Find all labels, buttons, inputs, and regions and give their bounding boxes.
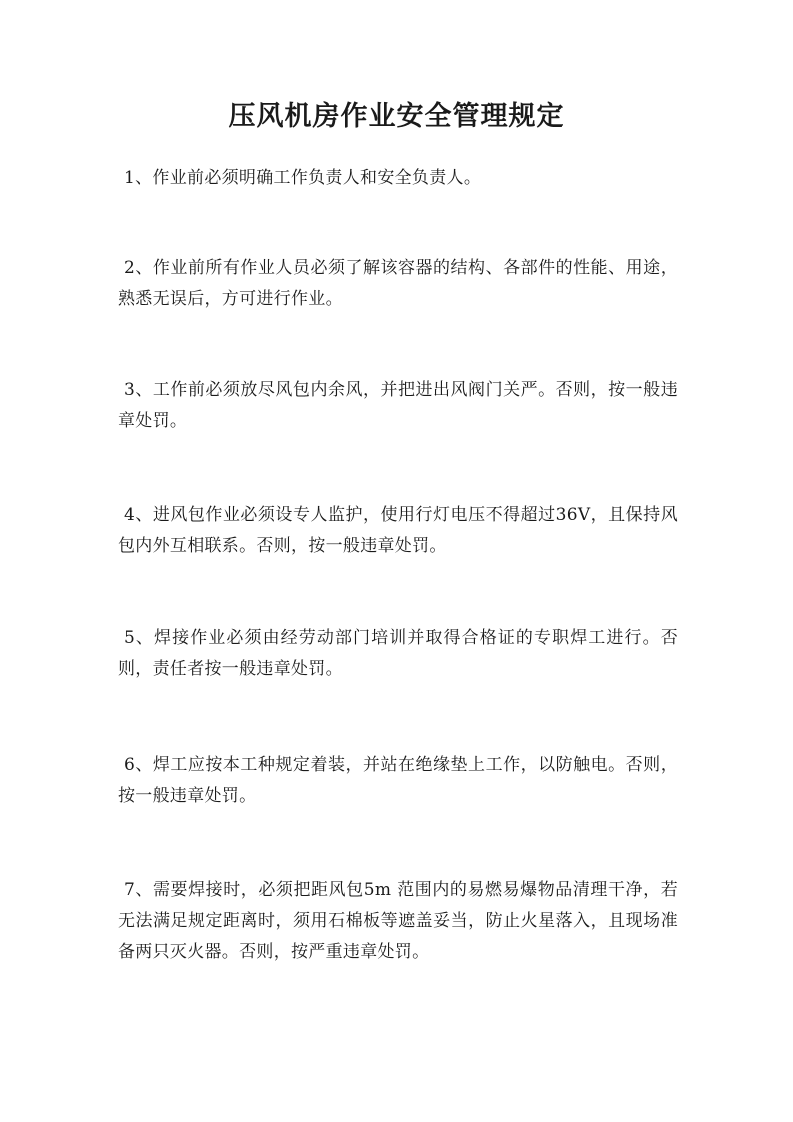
document-title: 压风机房作业安全管理规定 — [228, 101, 565, 132]
clause-4: 4、进风包作业必须设专人监护，使用行灯电压不得超过36V，且保持风包内外互相联系。否则，按一般违章处罚。 — [118, 505, 678, 556]
clause-2: 2、作业前所有作业人员必须了解该容器的结构、各部件的性能、用途，熟悉无误后，方可进行作业。 — [118, 258, 678, 309]
clause-5: 5、焊接作业必须由经劳动部门培训并取得合格证的专职焊工进行。否则，责任者按一般违章处罚。 — [118, 628, 678, 679]
clause-1: 1、作业前必须明确工作负责人和安全负责人。 — [124, 168, 482, 188]
clause-3: 3、工作前必须放尽风包内余风，并把进出风阀门关严。否则，按一般违章处罚。 — [118, 380, 678, 431]
clause-7: 7、需要焊接时，必须把距风包5m 范围内的易燃易爆物品清理干净，若无法满足规定距离时，须用石棉板等遮盖妥当，防止火星落入，且现场准备两只灭火器。否则，按严重违章处罚。 — [118, 880, 678, 962]
clause-6: 6、焊工应按本工种规定着装，并站在绝缘垫上工作，以防触电。否则，按一般违章处罚。 — [118, 755, 678, 806]
